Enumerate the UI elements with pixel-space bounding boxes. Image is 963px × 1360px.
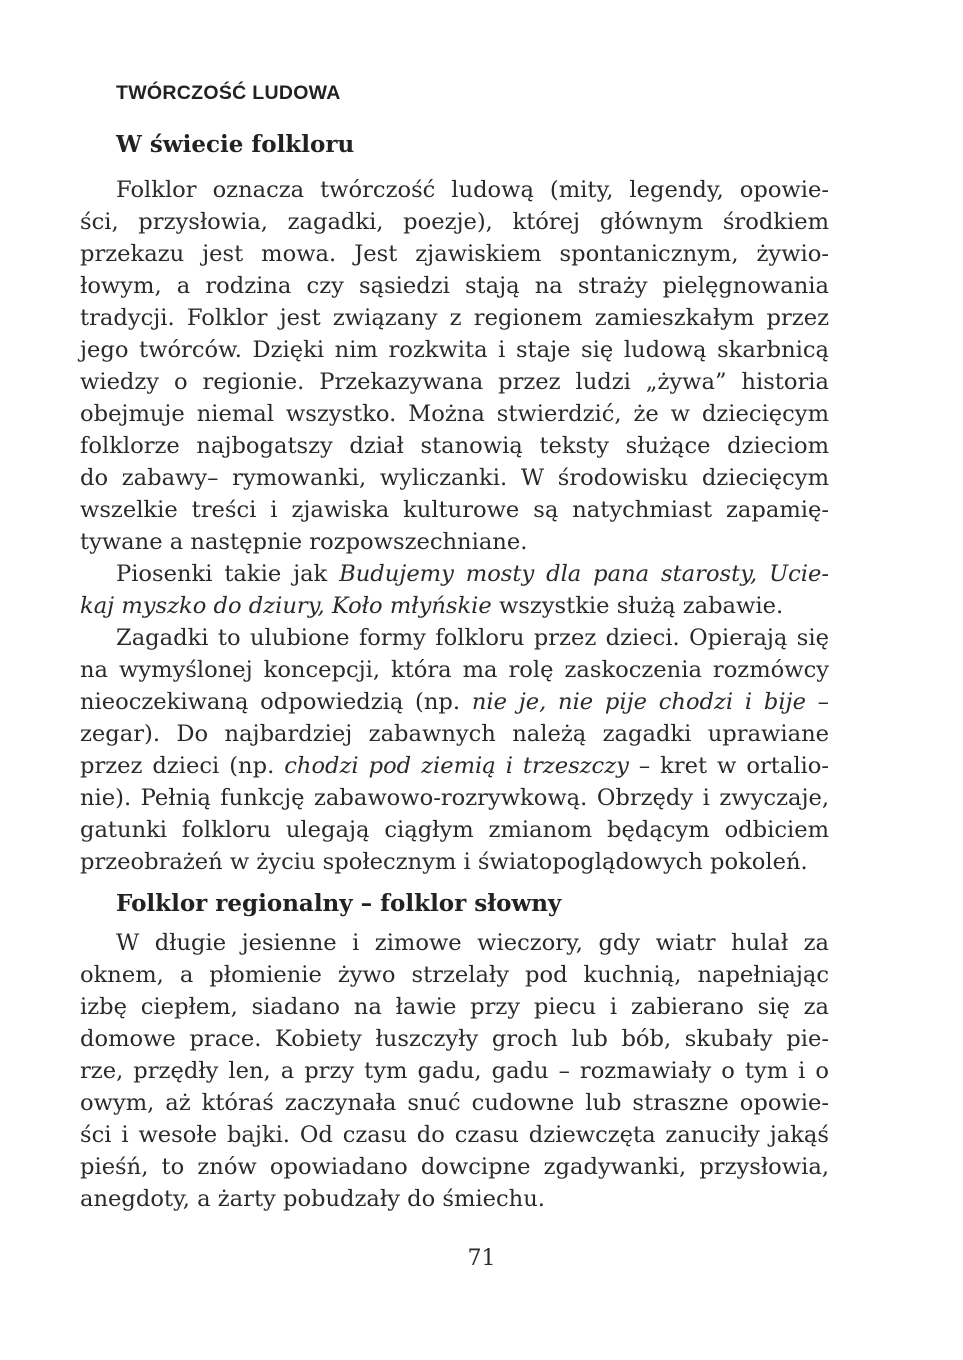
text-line bbox=[80, 590, 829, 622]
text-run: wszystkie służą zabawie. bbox=[491, 593, 784, 619]
text-line: anegdoty, a żarty pobudzały do śmiechu. bbox=[80, 1186, 545, 1212]
text-run: przez dzieci (np. bbox=[80, 753, 285, 779]
text-line: nie). Pełnią funkcję zabawowo-rozrywkową. Obrzędy i zwyczaje, bbox=[80, 785, 829, 811]
text-line bbox=[80, 686, 829, 718]
text-line: przeobrażeń w życiu społecznym i światopoglądowych pokoleń. bbox=[80, 849, 808, 875]
text-line: gatunki folkloru ulegają ciągłym zmianom będącym odbiciem bbox=[80, 817, 829, 843]
song-titles-italic: kaj myszko do dziury, Koło młyńskie bbox=[80, 593, 492, 619]
riddle-italic: chodzi pod ziemią i trzeszczy bbox=[284, 753, 629, 779]
text-line: Folklor oznacza twórczość ludową (mity, legendy, opowie- bbox=[116, 177, 829, 203]
section-title-w-swiecie-folkloru: W świecie folkloru bbox=[116, 131, 355, 158]
section-title-folklor-regionalny: Folklor regionalny – folklor słowny bbox=[116, 890, 562, 917]
text-line: Zagadki to ulubione formy folkloru przez dzieci. Opierają się bbox=[116, 625, 829, 651]
running-header: TWÓRCZOŚĆ LUDOWA bbox=[116, 82, 341, 104]
song-titles-italic: Budujemy mosty dla pana starosty, Ucie- bbox=[339, 561, 829, 587]
text-line: folklorze najbogatszy dział stanowią teksty służące dzieciom bbox=[80, 433, 829, 459]
text-line: W długie jesienne i zimowe wieczory, gdy wiatr hulał za bbox=[116, 930, 829, 956]
text-line: domowe prace. Kobiety łuszczyły groch lub bób, skubały pie- bbox=[80, 1026, 829, 1052]
text-run: nieoczekiwaną odpowiedzią (np. bbox=[80, 689, 472, 715]
text-line: owym, aż któraś zaczynała snuć cudowne lub straszne opowie- bbox=[80, 1090, 829, 1116]
text-line: pieśń, to znów opowiadano dowcipne zgadywanki, przysłowia, bbox=[80, 1154, 829, 1180]
text-run: Piosenki takie jak bbox=[116, 561, 340, 587]
text-line: tradycji. Folklor jest związany z regionem zamieszkałym przez bbox=[80, 305, 829, 331]
text-line: izbę ciepłem, siadano na ławie przy piecu i zabierano się za bbox=[80, 994, 829, 1020]
text-line: ści, przysłowia, zagadki, poezje), której głównym środkiem bbox=[80, 209, 829, 235]
text-line: jego twórców. Dzięki nim rozkwita i staje się ludową skarbnicą bbox=[80, 337, 829, 363]
riddle-italic: nie je, nie pije chodzi i bije bbox=[471, 689, 806, 715]
text-line: przekazu jest mowa. Jest zjawiskiem spontanicznym, żywio- bbox=[80, 241, 829, 267]
text-line: łowym, a rodzina czy sąsiedzi stają na straży pielęgnowania bbox=[80, 273, 829, 299]
text-line: rze, przędły len, a przy tym gadu, gadu – rozmawiały o tym i o bbox=[80, 1058, 829, 1084]
text-run: – bbox=[805, 689, 829, 715]
page-number: 71 bbox=[467, 1246, 496, 1271]
text-line bbox=[116, 558, 829, 590]
text-line: tywane a następnie rozpowszechniane. bbox=[80, 529, 528, 555]
text-line: wszelkie treści i zjawiska kulturowe są natychmiast zapamię- bbox=[80, 497, 829, 523]
text-line: na wymyślonej koncepcji, która ma rolę zaskoczenia rozmówcy bbox=[80, 657, 829, 683]
text-line bbox=[80, 750, 829, 782]
text-line: do zabawy– rymowanki, wyliczanki. W środowisku dziecięcym bbox=[80, 465, 829, 491]
text-line: ści i wesołe bajki. Od czasu do czasu dziewczęta zanuciły jakąś bbox=[80, 1122, 829, 1148]
text-run: – kret w ortalio- bbox=[628, 753, 830, 779]
text-line: wiedzy o regionie. Przekazywana przez ludzi „żywa” historia bbox=[80, 369, 829, 395]
text-line: obejmuje niemal wszystko. Można stwierdzić, że w dziecięcym bbox=[80, 401, 829, 427]
text-line: oknem, a płomienie żywo strzelały pod kuchnią, napełniając bbox=[80, 962, 829, 988]
text-line: zegar). Do najbardziej zabawnych należą zagadki uprawiane bbox=[80, 721, 829, 747]
